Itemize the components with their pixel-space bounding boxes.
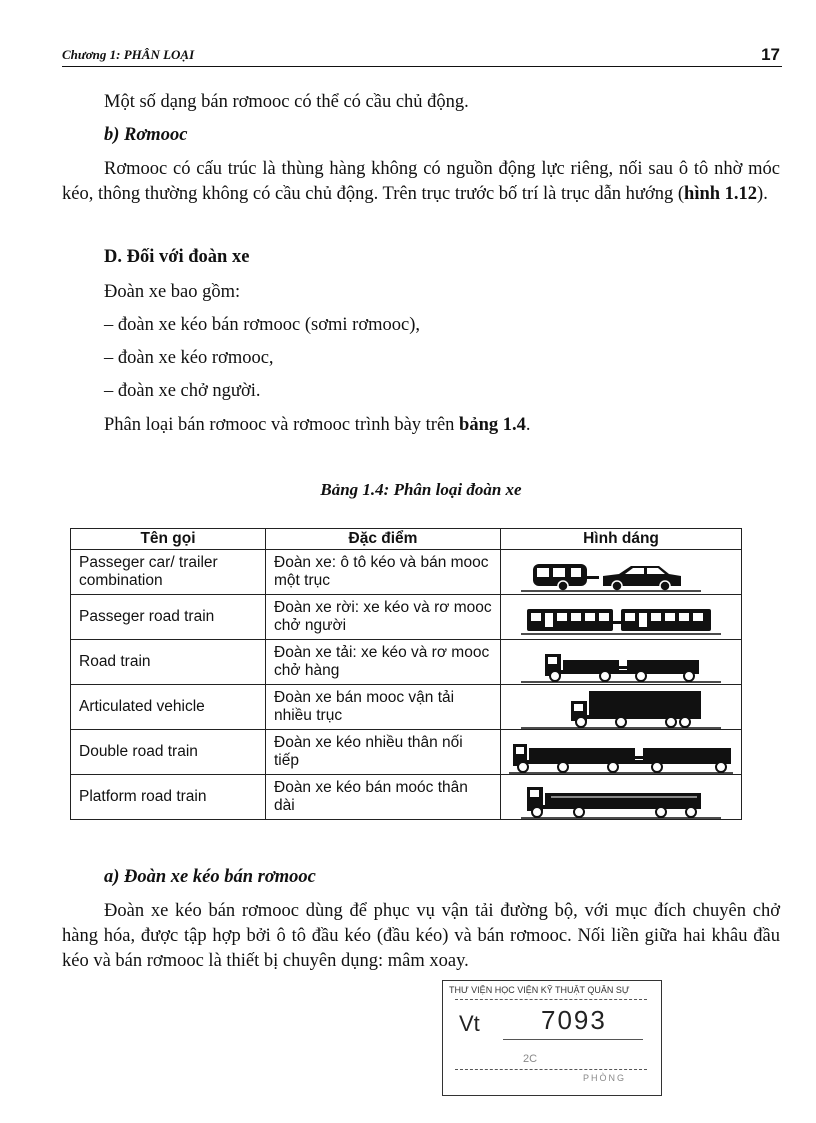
articulated-truck-icon: [501, 685, 741, 729]
cell-name: Double road train: [71, 730, 266, 775]
table-row: [71, 640, 742, 685]
bus-train-icon: [501, 595, 741, 639]
chapter-title: Chương 1: PHÂN LOẠI: [62, 47, 195, 62]
cell-name: Articulated vehicle: [71, 685, 266, 730]
stamp-room: PHÒNG: [583, 1073, 627, 1083]
stamp-number: 7093: [541, 1005, 607, 1035]
cell-description: Đoàn xe rời: xe kéo và rơ mooc chở người: [266, 595, 501, 640]
page-header: [62, 40, 782, 67]
library-stamp: [442, 980, 662, 1096]
cell-name: Passeger car/ trailer combination: [71, 550, 266, 595]
list-item: – đoàn xe kéo rơmooc,: [104, 348, 274, 368]
table-header-row: [71, 529, 742, 550]
table-row: [71, 550, 742, 595]
stamp-code: Vt: [459, 1011, 480, 1036]
cell-name: Road train: [71, 640, 266, 685]
table-row: [71, 775, 742, 820]
table-row: [71, 595, 742, 640]
cell-description: Đoàn xe kéo bán moóc thân dài: [266, 775, 501, 820]
paragraph-2: Rơmooc có cấu trúc là thùng hàng không có nguồn động lực riêng, nối sau ô tô nhờ móc kéo, thông thường không có cầu chủ động. Trên trục trước bố trí là trục dẫn hướng (hình 1.12).: [62, 159, 780, 204]
paragraph-4: Phân loại bán rơmooc và rơmooc trình bày trên bảng 1.4.: [104, 415, 531, 435]
cell-description: Đoàn xe: ô tô kéo và bán mooc một trục: [266, 550, 501, 595]
cell-name: Passeger road train: [71, 595, 266, 640]
section-a-heading: a) Đoàn xe kéo bán rơmooc: [104, 867, 316, 887]
truck-trailer-icon: [501, 640, 741, 684]
cell-name: Platform road train: [71, 775, 266, 820]
paragraph-3: Đoàn xe bao gồm:: [104, 282, 241, 302]
table-caption: Bảng 1.4: Phân loại đoàn xe: [320, 480, 522, 499]
double-trailer-truck-icon: [501, 730, 741, 774]
platform-truck-icon: [501, 775, 741, 819]
table-row: [71, 730, 742, 775]
column-header: Hình dáng: [501, 529, 742, 550]
stamp-sub: 2C: [523, 1053, 538, 1065]
cell-description: Đoàn xe tải: xe kéo và rơ mooc chở hàng: [266, 640, 501, 685]
column-header: Đặc điểm: [266, 529, 501, 550]
paragraph-5: Đoàn xe kéo bán rơmooc dùng để phục vụ vận tải đường bộ, với mục đích chuyên chở hàng hóa, được tập hợp bởi ô tô đầu kéo (đầu kéo) và bán rơmooc. Nối liền giữa hai khâu đầu kéo và bán rơmooc là thiết bị chuyên dụng: mâm xoay.: [62, 901, 780, 971]
table-row: [71, 685, 742, 730]
page-number: 17: [761, 45, 780, 64]
section-d-heading: D. Đối với đoàn xe: [104, 247, 250, 267]
vehicle-classification-table: [70, 528, 742, 820]
car-caravan-icon: [501, 550, 741, 594]
list-item: – đoàn xe chở người.: [104, 381, 261, 401]
list-item: – đoàn xe kéo bán rơmooc (sơmi rơmooc),: [104, 315, 421, 335]
paragraph-1: Một số dạng bán rơmooc có thể có cầu chủ động.: [104, 92, 469, 112]
cell-description: Đoàn xe kéo nhiều thân nối tiếp: [266, 730, 501, 775]
stamp-library-name: THƯ VIỆN HỌC VIỆN KỸ THUẬT QUÂN SỰ: [449, 985, 630, 995]
cell-description: Đoàn xe bán mooc vận tải nhiều trục: [266, 685, 501, 730]
section-b-heading: b) Rơmooc: [104, 125, 188, 145]
column-header: Tên gọi: [71, 529, 266, 550]
